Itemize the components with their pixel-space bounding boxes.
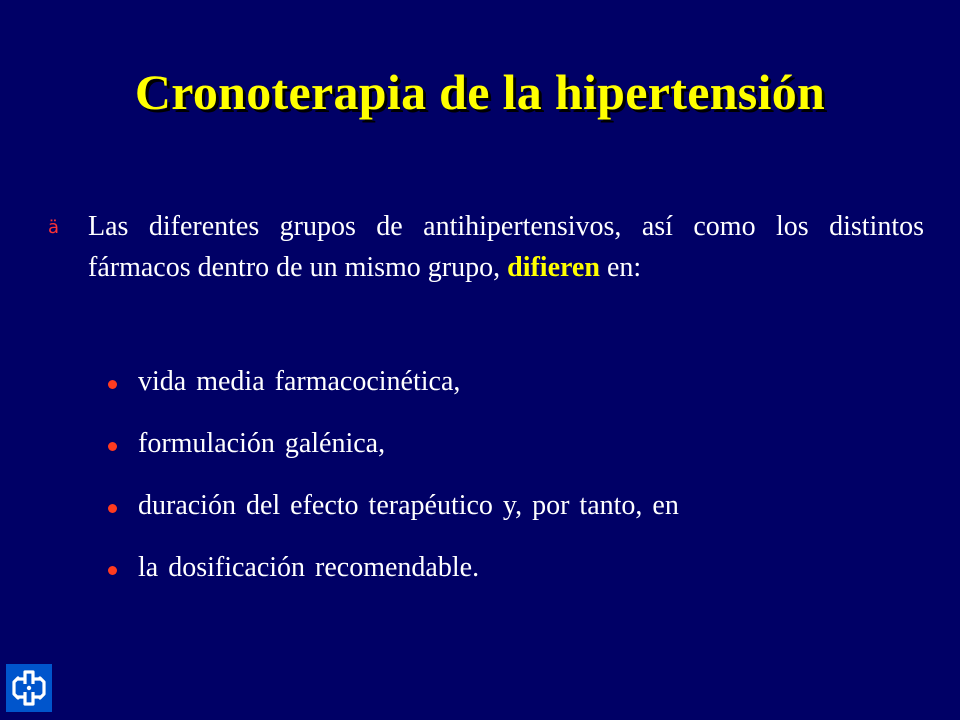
main-paragraph — [88, 206, 924, 288]
institution-logo-icon — [6, 664, 52, 712]
highlight-word: difieren — [507, 252, 600, 283]
main-text-start: Las diferentes grupos de antihipertensivos, así como los distintos fármacos dentro de un mismo grupo, — [88, 211, 924, 283]
list-item — [108, 548, 928, 610]
list-item-label: la dosificación recomendable. — [138, 552, 480, 583]
bullet-dot-icon — [108, 566, 117, 575]
bullet-dot-icon — [108, 380, 117, 389]
list-item-label: duración del efecto terapéutico y, por tanto, en — [138, 490, 679, 521]
sub-bullet-list — [108, 362, 928, 610]
main-text-end: en: — [599, 252, 642, 283]
slide-title: Cronoterapia de la hipertensión — [134, 64, 826, 120]
bullet-dot-icon — [108, 442, 117, 451]
arrow-bullet-icon: ä — [48, 217, 60, 238]
list-item-label: vida media farmacocinética, — [138, 366, 461, 397]
list-item-label: formulación galénica, — [138, 428, 386, 459]
list-item — [108, 486, 928, 548]
list-item — [108, 362, 928, 424]
list-item — [108, 424, 928, 486]
bullet-dot-icon — [108, 504, 117, 513]
